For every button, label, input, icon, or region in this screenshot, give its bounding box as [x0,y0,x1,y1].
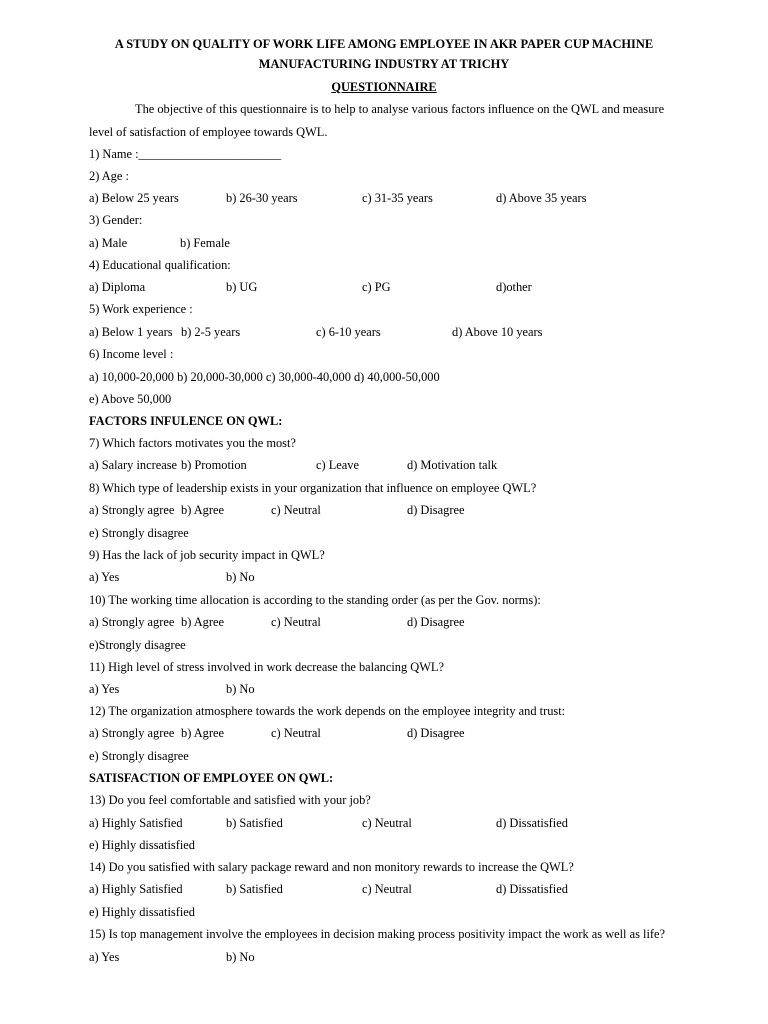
option-b: b) Agree [181,726,225,740]
section-heading-factors: FACTORS INFULENCE ON QWL: [89,414,283,428]
option-a: a) Diploma [89,280,146,294]
section-heading-satisfaction: SATISFACTION OF EMPLOYEE ON QWL: [89,771,334,785]
title-line-2: MANUFACTURING INDUSTRY AT TRICHY [258,57,510,71]
question-3: 3) Gender: [89,213,143,227]
option-b: b) Female [180,236,230,250]
question-4: 4) Educational qualification: [89,258,231,272]
question-9: 9) Has the lack of job security impact in QWL? [89,548,325,562]
option-d: d) Disagree [407,503,465,517]
option-c: c) Neutral [271,726,321,740]
question-11: 11) High level of stress involved in work decrease the balancing QWL? [89,660,444,674]
option-b: b) Promotion [181,458,247,472]
option-b: b) No [226,570,255,584]
option-b: b) Satisfied [226,882,283,896]
question-6-options-line-1: a) 10,000-20,000 b) 20,000-30,000 c) 30,000-40,000 d) 40,000-50,000 [89,370,440,384]
option-a: a) Highly Satisfied [89,816,183,830]
question-8: 8) Which type of leadership exists in your organization that influence on employee QWL? [89,481,537,495]
subtitle [0,79,768,95]
question-15: 15) Is top management involve the employees in decision making process positivity impact the work as well as life? [89,927,666,941]
question-6: 6) Income level : [89,347,174,361]
option-c: c) Neutral [362,816,412,830]
option-a: a) Yes [89,950,120,964]
question-6-options-line-2: e) Above 50,000 [89,392,172,406]
option-c: c) Neutral [271,615,321,629]
option-d: d) Disagree [407,726,465,740]
option-a: a) Male [89,236,128,250]
question-14: 14) Do you satisfied with salary package reward and non monitory rewards to increase the QWL? [89,860,574,874]
option-a: a) Strongly agree [89,726,175,740]
question-5: 5) Work experience : [89,302,193,316]
question-7: 7) Which factors motivates you the most? [89,436,296,450]
option-c: c) Neutral [362,882,412,896]
option-c: c) 6-10 years [316,325,381,339]
option-c: c) 31-35 years [362,191,433,205]
question-14-option-e: e) Highly dissatisfied [89,905,195,919]
option-a: a) Strongly agree [89,615,175,629]
option-c: c) PG [362,280,391,294]
option-d: d) Above 35 years [496,191,587,205]
option-d: d)other [496,280,532,294]
option-b: b) UG [226,280,258,294]
option-b: b) No [226,682,255,696]
option-a: a) Below 1 years [89,325,173,339]
title-line-1: A STUDY ON QUALITY OF WORK LIFE AMONG EMPLOYEE IN AKR PAPER CUP MACHINE [114,37,654,51]
question-2: 2) Age : [89,169,129,183]
option-d: d) Dissatisfied [496,882,568,896]
objective-line-2: level of satisfaction of employee towards QWL. [89,125,328,139]
option-c: c) Neutral [271,503,321,517]
option-a: a) Strongly agree [89,503,175,517]
question-13-option-e: e) Highly dissatisfied [89,838,195,852]
option-b: b) Satisfied [226,816,283,830]
question-12-option-e: e) Strongly disagree [89,749,189,763]
question-13: 13) Do you feel comfortable and satisfied with your job? [89,793,371,807]
option-d: d) Dissatisfied [496,816,568,830]
question-12: 12) The organization atmosphere towards the work depends on the employee integrity and trust: [89,704,566,718]
option-c: c) Leave [316,458,359,472]
objective-line-1: The objective of this questionnaire is to help to analyse various factors influence on the QWL and measure [135,102,665,116]
option-b: b) No [226,950,255,964]
option-b: b) Agree [181,615,225,629]
option-d: d) Disagree [407,615,465,629]
question-10-option-e: e)Strongly disagree [89,638,186,652]
option-a: a) Yes [89,570,120,584]
option-b: b) 26-30 years [226,191,298,205]
option-b: b) 2-5 years [181,325,241,339]
option-a: a) Highly Satisfied [89,882,183,896]
question-10: 10) The working time allocation is according to the standing order (as per the Gov. norms): [89,593,541,607]
subtitle-text: QUESTIONNAIRE [331,80,437,94]
option-a: a) Salary increase [89,458,178,472]
option-b: b) Agree [181,503,225,517]
question-8-option-e: e) Strongly disagree [89,526,189,540]
option-d: d) Above 10 years [452,325,543,339]
option-a: a) Below 25 years [89,191,179,205]
question-1: 1) Name :_______________________ [89,147,282,161]
option-a: a) Yes [89,682,120,696]
option-d: d) Motivation talk [407,458,498,472]
